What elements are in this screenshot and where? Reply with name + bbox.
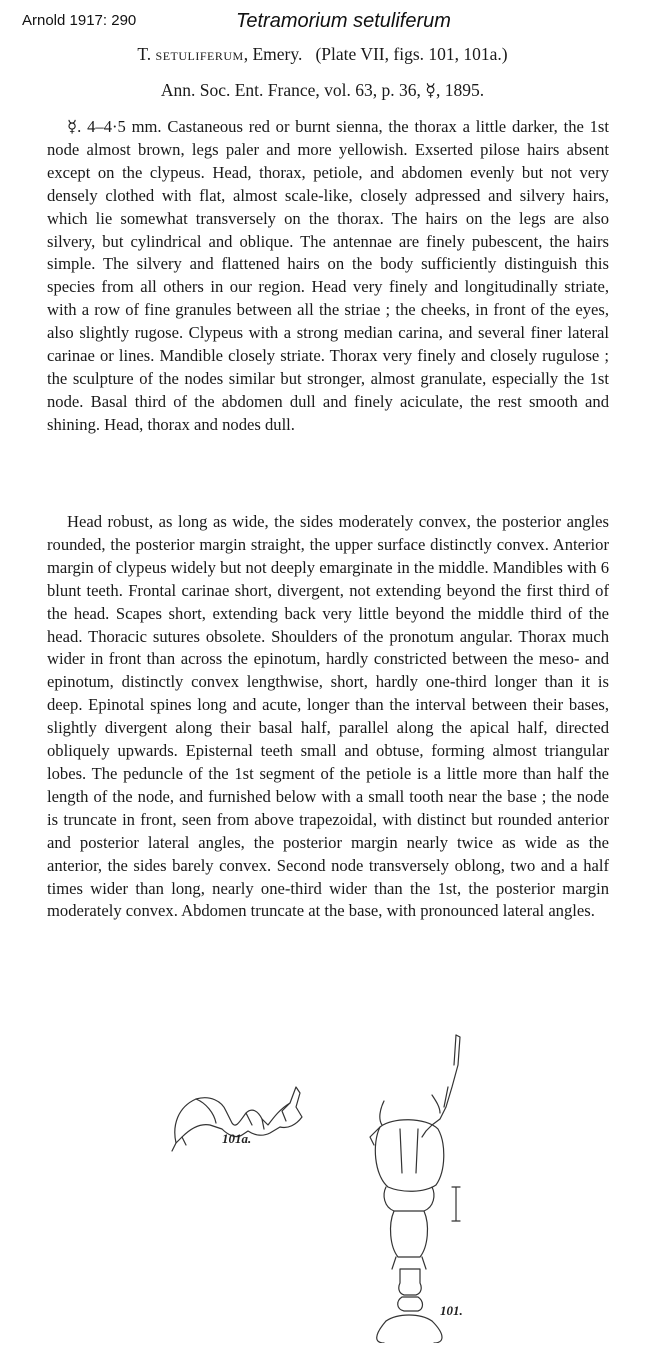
species-heading [0, 44, 645, 65]
description-paragraph-2: Head robust, as long as wide, the sides moderately convex, the posterior angles rounded, the posterior margin straight, the upper surface distinctly convex. Anterior margin of clypeus widely but not deeply emarginate in the middle. Mandibles with 6 blunt teeth. Frontal carinae short, divergent, not extending beyond the first third of the head. Scapes short, extending back very little beyond the middle third of the head. Thoracic sutures obsolete. Shoulders of the pronotum angular. Thorax much wider in front than across the epinotum, hardly constricted between the meso- and epinotum, distinctly convex lengthwise, short, hardly one-third longer than it is deep. Epinotal spines long and acute, longer than the interval between their bases, slightly divergent along their basal half, parallel along the apical half, directed obliquely upwards. Episternal teeth small and obtuse, forming almost triangular lobes. The peduncle of the 1st segment of the petiole is a little more than half the length of the node, and furnished below with a small tooth near the base ; the node is truncate in front, seen from above trapezoidal, with distinct but rounded anterior and posterior lateral angles, the posterior margin nearly twice as wide as the anterior, the sides barely convex. Second node transversely oblong, two and a half times wider than long, nearly one-third wider than the 1st, the posterior margin moderately convex. Abdomen truncate at the base, with pronounced lateral angles. [47, 512, 609, 921]
species-title-header: Tetramorium setuliferum [236, 10, 451, 32]
citation-header: Arnold 1917: 290 [22, 12, 137, 29]
literature-reference: Ann. Soc. Ent. France, vol. 63, p. 36, ☿, 1895. [160, 80, 485, 100]
figure-label-101a: 101a. [222, 1131, 252, 1146]
species-author: , Emery. [243, 44, 303, 64]
ant-illustrations [0, 1025, 645, 1343]
figure-label-101: 101. [440, 1303, 463, 1318]
dorsal-view-figure [370, 1035, 460, 1343]
description-paragraph-1: ☿. 4–4·5 mm. Castaneous red or burnt sienna, the thorax a little darker, the 1st node almost brown, legs paler and more yellowish. Exserted pilose hairs absent except on the clypeus. Head, thorax, petiole, and abdomen evenly but not very densely clothed with flat, almost scale-like, closely adpressed and silvery hairs, which lie somewhat transversely on the thorax. The hairs on the legs are also silvery, but cylindrical and oblique. The antennae are finely pubescent, the hairs simple. The silvery and flattened hairs on the body sufficiently distinguish this species from all others in our region. Head very finely and longitudinally striate, with a row of fine granules between all the striae ; the cheeks, in front of the eyes, also slightly rugose. Clypeus with a strong median carina, and several finer lateral carinae or lines. Mandible closely striate. Thorax very finely and closely rugulose ; the sculpture of the nodes similar but stronger, almost granulate, especially the 1st node. Basal third of the abdomen dull and finely aciculate, the rest smooth and shining. Head, thorax and nodes dull. [47, 117, 609, 434]
figure-area [0, 1025, 645, 1343]
species-name: setuliferum [155, 44, 244, 64]
plate-reference: (Plate VII, figs. 101, 101a.) [315, 44, 508, 64]
genus-abbrev: T. [137, 44, 152, 64]
